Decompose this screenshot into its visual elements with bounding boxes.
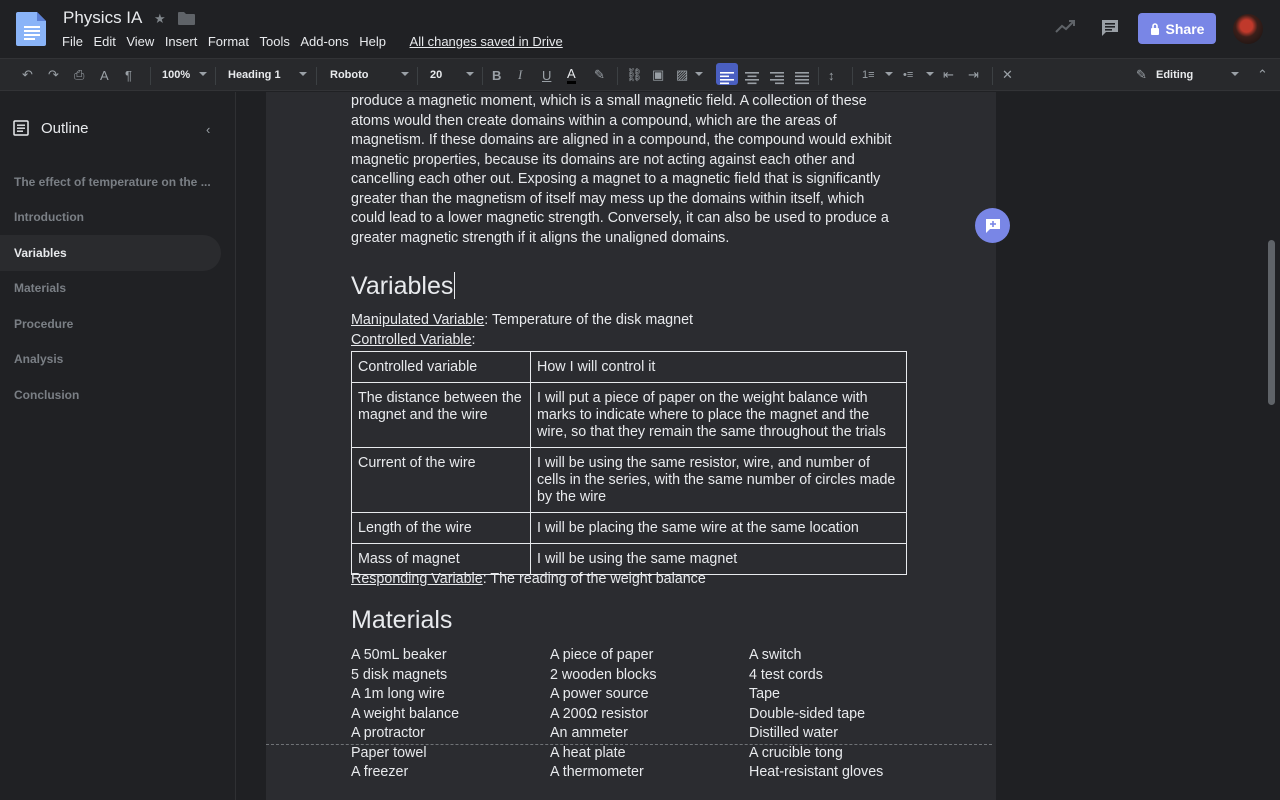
paragraph-line: atoms would then create domains within a compound, which are the areas of xyxy=(351,112,837,129)
edit-pencil-icon: ✎ xyxy=(1136,67,1147,82)
numbered-list-caret-icon[interactable] xyxy=(885,72,893,76)
list-item: An ammeter xyxy=(550,725,628,741)
list-item: A power source xyxy=(550,686,649,702)
table-cell[interactable]: The distance between the magnet and the wire xyxy=(352,383,531,448)
paragraph-line: magnetic properties, because its domains are not acting against each other and xyxy=(351,151,855,168)
zoom-select[interactable]: 100% xyxy=(162,69,191,81)
controlled-variable-line[interactable]: Controlled Variable: xyxy=(351,332,476,348)
outline-title: Outline xyxy=(41,120,89,137)
table-row xyxy=(352,544,907,575)
menu-edit[interactable]: Edit xyxy=(93,34,116,49)
list-item: A heat plate xyxy=(550,744,626,761)
vertical-scrollbar[interactable] xyxy=(1268,240,1275,405)
toolbar-divider xyxy=(617,67,618,85)
table-row xyxy=(352,513,907,544)
paragraph-line: magnetism. If these domains are aligned in a compound, the compound would exhibit xyxy=(351,132,892,148)
paragraph-line: greater than the magnetism of itself may mess up the domains within itself, which xyxy=(351,190,865,207)
collapse-outline-chevron-icon[interactable]: ‹ xyxy=(206,122,211,137)
table-row xyxy=(352,448,907,513)
print-icon[interactable]: ⎙ xyxy=(74,67,85,82)
outline-item[interactable]: Materials xyxy=(14,281,67,296)
menu-view[interactable]: View xyxy=(126,34,155,49)
list-item: A thermometer xyxy=(550,764,644,780)
paragraph-style-select[interactable]: Heading 1 xyxy=(228,69,281,81)
bulleted-list-caret-icon[interactable] xyxy=(926,72,934,76)
text-color-icon[interactable]: A xyxy=(567,66,576,84)
list-item: 4 test cords xyxy=(749,666,823,683)
toolbar-divider xyxy=(316,67,317,85)
outline-item[interactable]: Analysis xyxy=(14,352,64,367)
text-cursor xyxy=(454,272,455,299)
share-label: Share xyxy=(1165,20,1205,37)
paragraph-line: greater magnetic strength if it aligns the unaligned domains. xyxy=(351,229,730,246)
outline-item[interactable]: Introduction xyxy=(14,210,84,225)
list-item: A switch xyxy=(749,647,802,663)
toolbar-divider xyxy=(852,67,853,85)
list-item: A 1m long wire xyxy=(351,686,445,702)
lock-icon xyxy=(1150,23,1160,35)
font-select[interactable]: Roboto xyxy=(330,69,369,81)
table-cell[interactable]: Current of the wire xyxy=(352,448,531,513)
toolbar-divider xyxy=(417,67,418,85)
toolbar-divider xyxy=(992,67,993,85)
mode-caret-icon[interactable] xyxy=(1231,72,1239,76)
activity-trend-icon[interactable] xyxy=(1055,18,1075,34)
document-title[interactable]: Physics IA xyxy=(63,8,143,27)
table-cell[interactable]: I will put a piece of paper on the weight balance with marks to indicate where to place the magnet and the wire, so that they remain the same throughout the trials xyxy=(531,383,907,448)
table-cell[interactable]: Mass of magnet xyxy=(352,544,531,575)
user-avatar[interactable] xyxy=(1233,14,1263,44)
toolbar-divider xyxy=(150,67,151,85)
add-comment-icon xyxy=(985,218,1001,234)
editing-mode-select[interactable]: Editing xyxy=(1156,69,1194,81)
spellcheck-icon[interactable]: A xyxy=(100,67,109,83)
list-item: Heat-resistant gloves xyxy=(749,764,884,780)
table-cell[interactable]: Controlled variable xyxy=(352,352,531,383)
zoom-caret-icon[interactable] xyxy=(199,72,207,76)
materials-column-2[interactable] xyxy=(550,646,657,783)
outline-list xyxy=(0,164,236,413)
hide-menus-chevron-icon[interactable]: ⌃ xyxy=(1257,67,1268,82)
insert-image-icon[interactable]: ▨ xyxy=(676,67,689,82)
align-center-icon[interactable] xyxy=(744,69,760,87)
table-row xyxy=(352,383,907,448)
responding-variable-line[interactable]: Responding Variable: The reading of the weight balance xyxy=(351,571,706,587)
insert-comment-icon[interactable]: ▣ xyxy=(652,67,665,82)
list-item: A piece of paper xyxy=(550,647,654,663)
highlight-icon[interactable]: ✎ xyxy=(594,67,605,82)
save-status-link[interactable]: All changes saved in Drive xyxy=(409,34,563,49)
comments-icon[interactable] xyxy=(1100,18,1120,38)
formatting-toolbar xyxy=(0,58,1280,91)
outline-item[interactable]: The effect of temperature on the ... xyxy=(14,174,211,189)
menu-tools[interactable]: Tools xyxy=(259,34,290,49)
materials-heading[interactable]: Materials xyxy=(351,606,453,634)
insert-link-icon[interactable]: ⛓ xyxy=(626,67,643,82)
app-header xyxy=(0,0,1280,58)
outline-sidebar xyxy=(0,92,236,800)
menu-bar xyxy=(62,34,563,49)
outline-item-active[interactable]: Variables xyxy=(0,235,221,271)
underline-icon[interactable]: U xyxy=(542,67,552,83)
list-item: A protractor xyxy=(351,725,425,741)
document-page[interactable] xyxy=(266,92,996,800)
table-cell[interactable]: Length of the wire xyxy=(352,513,531,544)
list-item: Distilled water xyxy=(749,725,838,741)
controlled-variables-table[interactable] xyxy=(351,351,907,575)
bulleted-list-icon[interactable]: •≡ xyxy=(903,69,914,81)
intro-paragraph[interactable] xyxy=(351,92,911,248)
list-item: Double-sided tape xyxy=(749,705,866,722)
line-spacing-icon[interactable]: ↕ xyxy=(828,67,835,83)
folder-icon[interactable] xyxy=(178,12,195,25)
menu-file[interactable]: File xyxy=(62,34,83,49)
list-item: 5 disk magnets xyxy=(351,666,448,683)
materials-column-3[interactable] xyxy=(749,646,883,783)
align-left-icon[interactable] xyxy=(719,69,735,87)
decrease-indent-icon[interactable]: ⇤ xyxy=(943,67,954,82)
outline-list-icon xyxy=(13,120,29,136)
paragraph-line: cancelling each other out. Exposing a magnet to a magnetic field that is significantly xyxy=(351,171,881,187)
toolbar-divider xyxy=(482,67,483,85)
image-caret-icon[interactable] xyxy=(695,72,703,76)
share-button[interactable] xyxy=(1138,13,1216,44)
variables-heading[interactable]: Variables xyxy=(351,272,454,300)
list-item: A 200Ω resistor xyxy=(550,705,649,722)
manipulated-variable-line[interactable]: Manipulated Variable: Temperature of the disk magnet xyxy=(351,312,694,328)
star-icon[interactable]: ★ xyxy=(154,11,166,26)
size-caret-icon[interactable] xyxy=(466,72,474,76)
outline-item[interactable]: Conclusion xyxy=(14,387,80,402)
table-cell[interactable]: I will be using the same resistor, wire, and number of cells in the series, with the same number of circles made by the wire xyxy=(531,448,907,513)
menu-addons[interactable]: Add-ons xyxy=(300,34,349,49)
menu-insert[interactable]: Insert xyxy=(164,34,198,49)
list-item: A weight balance xyxy=(351,705,460,722)
increase-indent-icon[interactable]: ⇥ xyxy=(968,67,979,82)
paragraph-line: produce a magnetic moment, which is a small magnetic field. A collection of these xyxy=(351,93,867,109)
font-size-select[interactable]: 20 xyxy=(430,69,443,81)
list-item: A freezer xyxy=(351,764,409,780)
list-item: Paper towel xyxy=(351,744,427,761)
table-cell[interactable]: I will be using the same magnet xyxy=(531,544,907,575)
toolbar-divider xyxy=(818,67,819,85)
document-canvas xyxy=(236,92,1280,800)
list-item: A crucible tong xyxy=(749,744,843,761)
redo-icon[interactable]: ↷ xyxy=(48,67,59,82)
clear-formatting-icon[interactable]: ✕ xyxy=(1002,67,1013,82)
style-caret-icon[interactable] xyxy=(299,72,307,76)
outline-item[interactable]: Procedure xyxy=(14,316,74,331)
paint-format-icon[interactable]: ¶ xyxy=(125,67,132,83)
italic-icon[interactable]: I xyxy=(518,67,523,82)
google-docs-icon[interactable] xyxy=(16,10,48,46)
list-item: Tape xyxy=(749,686,781,702)
font-caret-icon[interactable] xyxy=(401,72,409,76)
list-item: 2 wooden blocks xyxy=(550,666,657,683)
table-header-row xyxy=(352,352,907,383)
menu-help[interactable]: Help xyxy=(359,34,387,49)
align-justify-icon[interactable] xyxy=(794,69,810,87)
page-break-divider xyxy=(266,744,992,745)
list-item: A 50mL beaker xyxy=(351,647,447,663)
table-cell[interactable]: I will be placing the same wire at the same location xyxy=(531,513,907,544)
menu-format[interactable]: Format xyxy=(207,34,249,49)
align-right-icon[interactable] xyxy=(769,69,785,87)
table-cell[interactable]: How I will control it xyxy=(531,352,907,383)
paragraph-line: could lead to a lower magnetic strength. Conversely, it can also be used to produce a xyxy=(351,210,889,226)
toolbar-divider xyxy=(215,67,216,85)
bold-icon[interactable]: B xyxy=(492,67,502,83)
numbered-list-icon[interactable]: 1≡ xyxy=(862,69,875,81)
materials-column-1[interactable] xyxy=(351,646,459,783)
add-comment-button[interactable] xyxy=(975,208,1010,243)
undo-icon[interactable]: ↶ xyxy=(22,67,33,82)
